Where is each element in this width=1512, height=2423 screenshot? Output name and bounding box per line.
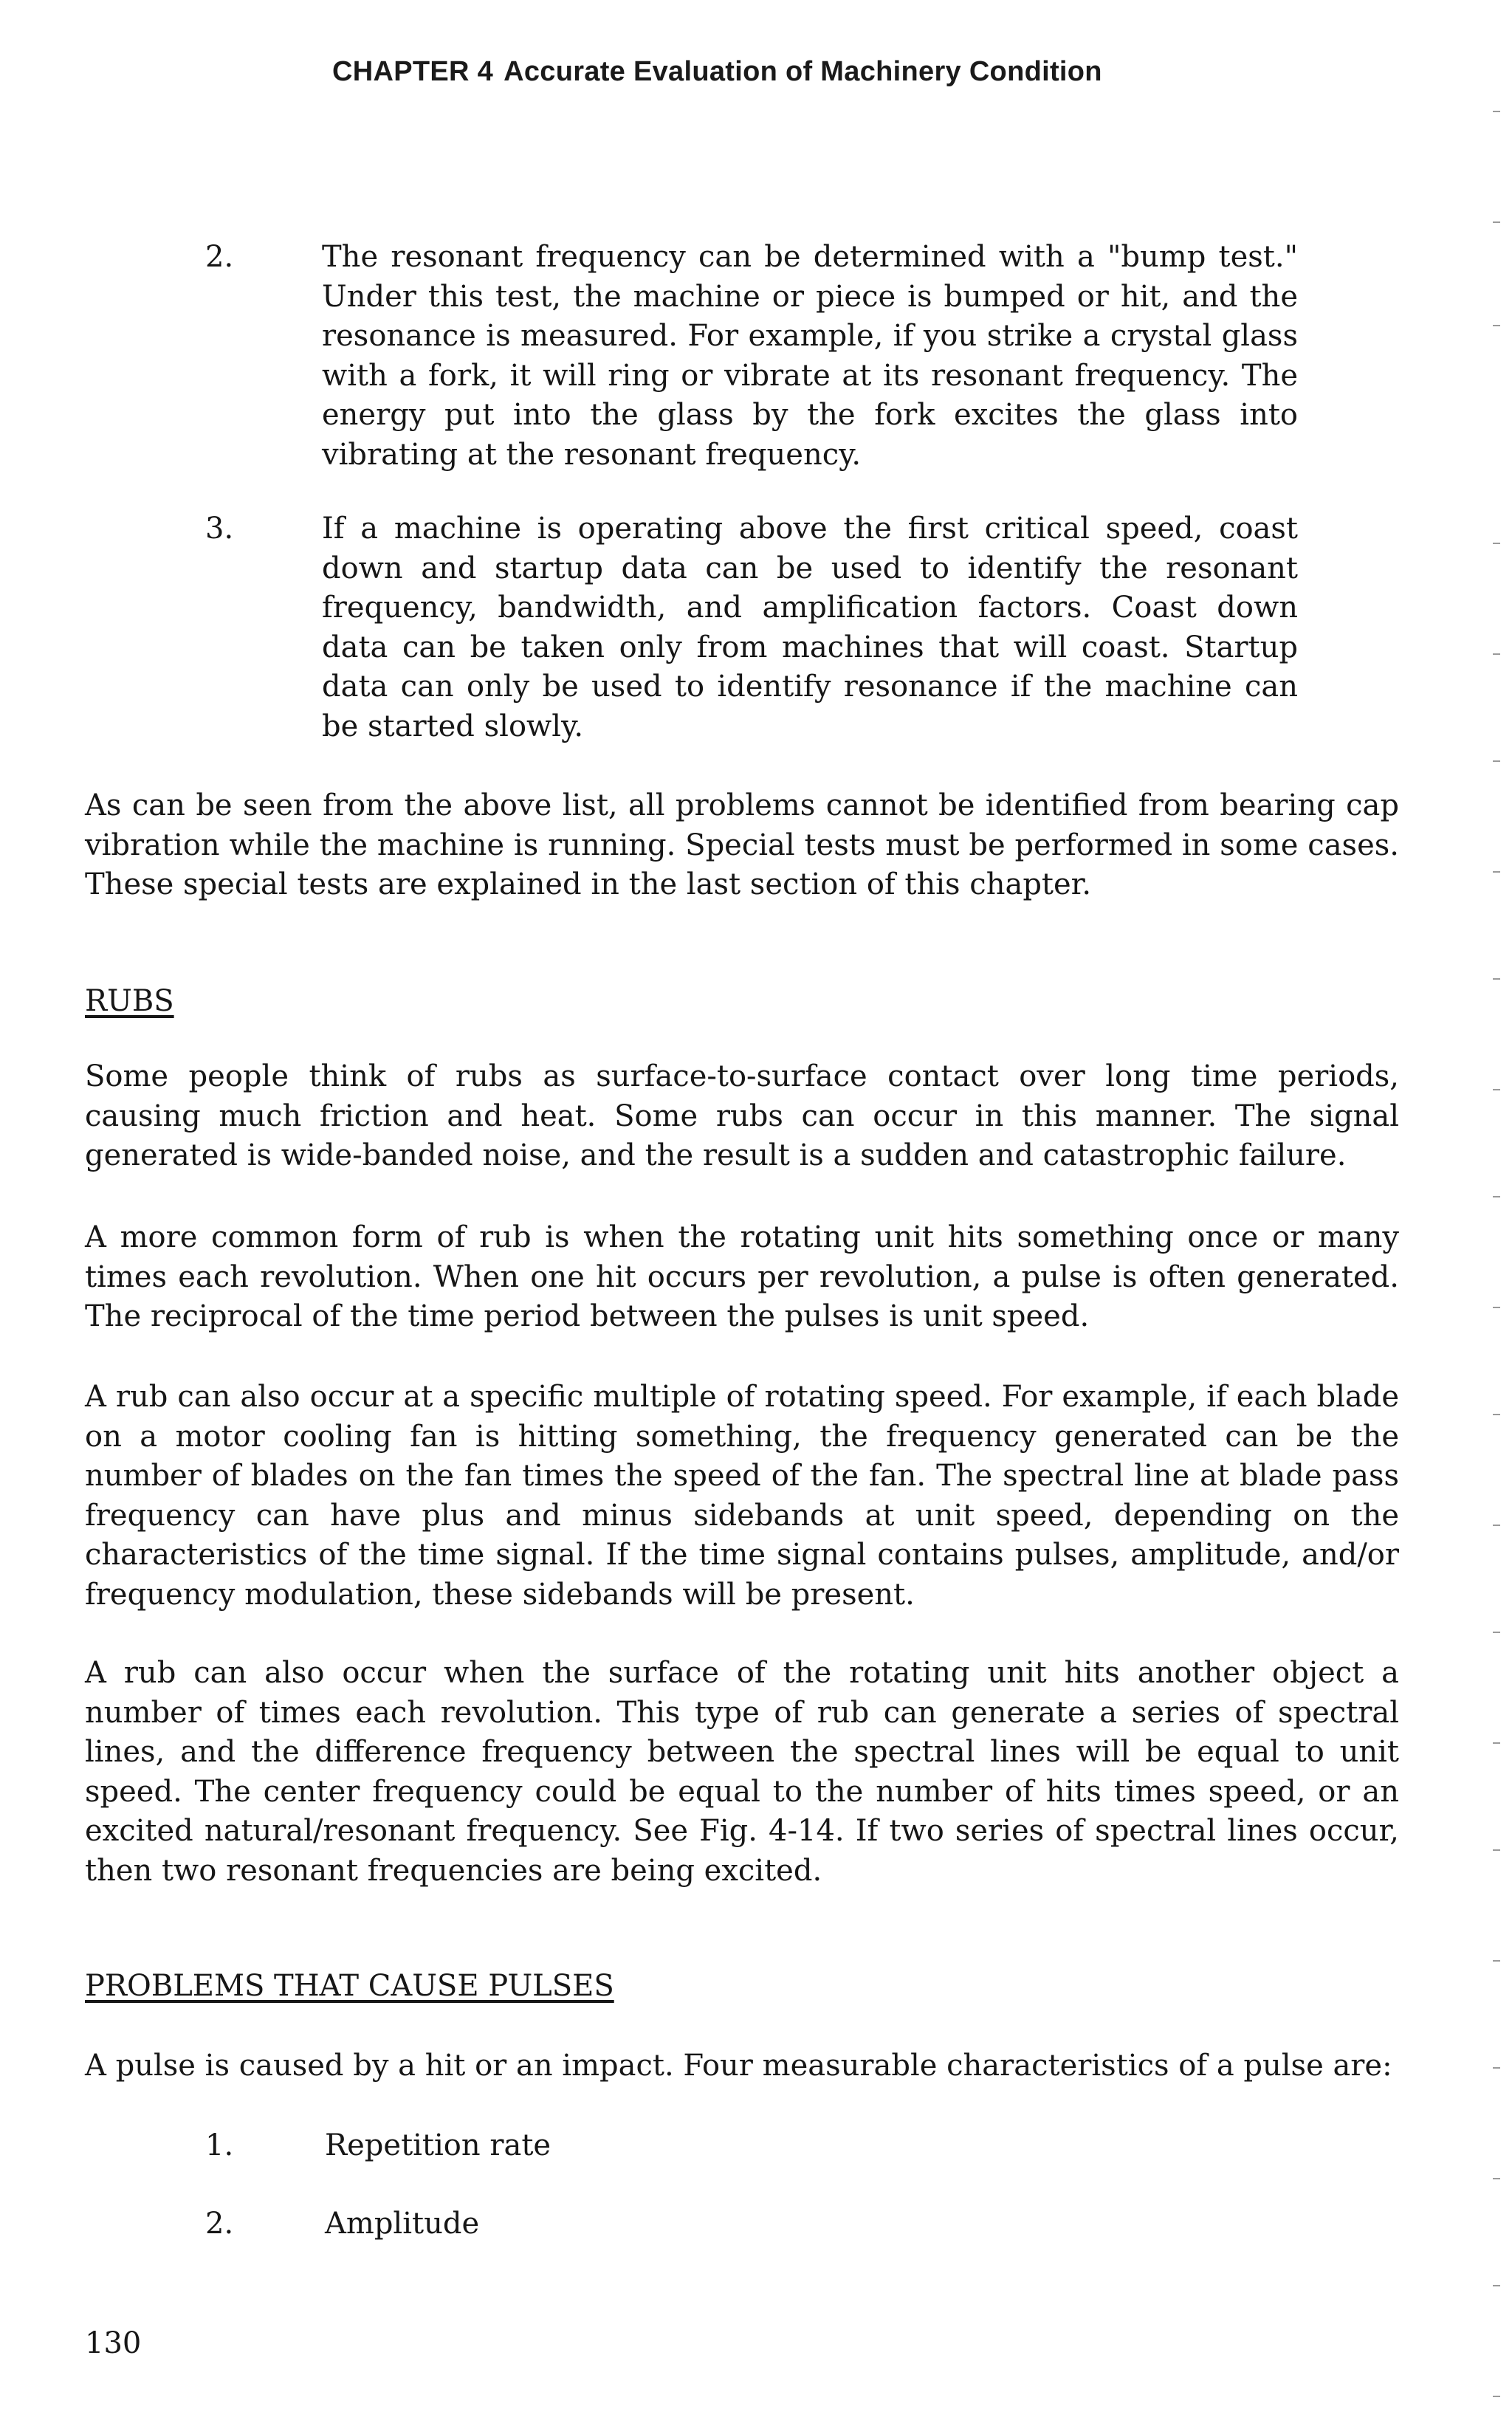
list-item-number: 2. [205, 240, 234, 274]
chapter-title: Accurate Evaluation of Machinery Condition [504, 56, 1102, 87]
margin-tick [1493, 221, 1500, 223]
chapter-label: CHAPTER 4 [332, 56, 494, 87]
margin-tick [1493, 1632, 1500, 1633]
margin-tick [1493, 2067, 1500, 2069]
margin-tick [1493, 111, 1500, 112]
list-item-number: 3. [205, 512, 234, 546]
margin-tick [1493, 871, 1500, 873]
list-item [205, 509, 1298, 746]
margin-tick [1493, 1414, 1500, 1415]
margin-tick [1493, 325, 1500, 326]
page-number: 130 [85, 2326, 142, 2360]
margin-tick [1493, 760, 1500, 762]
margin-tick [1493, 1960, 1500, 1962]
body-paragraph: A rub can also occur when the surface of the rotating unit hits another object a number of times each revolution. This type of rub can generate a series of spectral lines, and the difference frequency between the spectral lines will be equal to unit speed. The center frequency could be equal to the number of hits times speed, or an excited natural/resonant frequency. See Fig. 4-14. If two series of spectral lines occur, then two resonant frequencies are being excited. [85, 1656, 1399, 1888]
intro-paragraph: As can be seen from the above list, all problems cannot be identified from bearing cap vibration while the machine is running. Special tests must be performed in some cases. These special tests are explained in the last section of this chapter. [85, 788, 1399, 901]
margin-tick [1493, 1742, 1500, 1744]
margin-tick [1493, 543, 1500, 544]
body-paragraph: Some people think of rubs as surface-to-surface contact over long time periods, causing much friction and heat. Some rubs can occur in this manner. The signal generated is wide-banded noise, and the result is a sudden and catastrophic failure. [85, 1059, 1399, 1172]
section-heading-pulses: PROBLEMS THAT CAUSE PULSES [85, 1969, 614, 2003]
section-heading-rubs: RUBS [85, 984, 174, 1018]
list-item-text: The resonant frequency can be determined with a "bump test." Under this test, the machine or piece is bumped or hit, and the resonance is measured. For example, if you strike a crystal glass with a fork, it will ring or vibrate at its resonant frequency. The energy put into the glass by the fork excites the glass into vibrating at the resonant frequency. [322, 240, 1298, 472]
list-item-number: 1. [205, 2128, 234, 2162]
margin-tick [1493, 1307, 1500, 1308]
list-item-number: 2. [205, 2207, 234, 2241]
list-item [205, 238, 1298, 474]
body-paragraph: A rub can also occur at a specific multiple of rotating speed. For example, if each blade on a motor cooling fan is hitting something, the frequency generated can be the number of blades on the fan times the speed of the fan. The spectral line at blade pass frequency can have plus and minus sidebands at unit speed, depending on the characteristics of the time signal. If the time signal contains pulses, amplitude, and/or frequency modulation, these sidebands will be present. [85, 1380, 1399, 1612]
running-header [332, 56, 1102, 88]
margin-tick [1493, 1849, 1500, 1851]
margin-tick [1493, 1525, 1500, 1526]
body-paragraph: A pulse is caused by a hit or an impact. Four measurable characteristics of a pulse are: [85, 2049, 1392, 2083]
list-item-text: If a machine is operating above the first critical speed, coast down and startup data can be used to identify the resonant frequency, bandwidth, and amplification factors. Coast down data can be taken only from machines that will coast. Startup data can only be used to identify resonance if the machine can be started slowly. [322, 512, 1298, 743]
margin-tick [1493, 2285, 1500, 2286]
list-item-text: Repetition rate [325, 2128, 551, 2162]
margin-tick [1493, 2178, 1500, 2179]
margin-tick [1493, 2396, 1500, 2397]
margin-tick [1493, 978, 1500, 980]
list-item-text: Amplitude [325, 2207, 480, 2241]
margin-tick [1493, 1196, 1500, 1197]
body-paragraph: A more common form of rub is when the rotating unit hits something once or many times each revolution. When one hit occurs per revolution, a pulse is often generated. The reciprocal of the time period between the pulses is unit speed. [85, 1220, 1399, 1333]
margin-tick [1493, 653, 1500, 655]
margin-tick [1493, 1089, 1500, 1090]
